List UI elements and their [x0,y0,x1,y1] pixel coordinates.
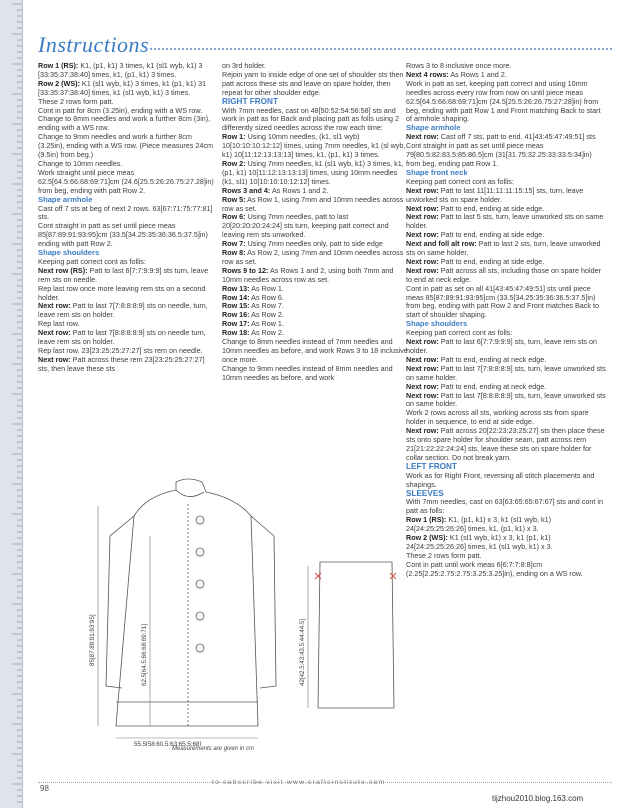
button [196,612,204,620]
button [196,516,204,524]
body-text: Change to 10mm needles. [38,158,123,168]
instruction-row: Row 2: Using 7mm needles, k1 (sl1 wyb, k1) 3 times, k1, (p1, k1) 10[11:12:13:13:13] times, using 10mm needles (k1, sl1) 10[10:10:10:12:12] times. [222,158,404,186]
side-ruler [0,0,23,808]
instruction-row: Row 14: As Row 6. [222,292,284,302]
instruction-row: Next row: Patt to end, ending at neck edge. [406,381,547,391]
instruction-row: Row 18: As Row 2. [222,328,284,338]
instruction-row: Row 2 (WS): K1 (sl1 wyb, k1) x 3, k1 (p1, k1) 24[24:25:25:26:26] times, k1 (sl1 wyb, k1) x 3. [406,533,553,551]
instruction-row: Next row: Patt to last 7[8:8:8:8:9] sts, turn, leave unworked sts on same holder. [406,390,606,409]
section-heading-armhole: Shape armhole [38,194,93,204]
body-text: Change to 9mm needles instead of 8mm needles and 10mm needles as before, and work [222,363,393,382]
instruction-row: Next row: Patt to end, ending at side edge. [406,256,545,266]
body-text: Work 2 rows across all sts, working across sts from spare holder in sequence, to end at side edge. [406,408,589,427]
instruction-row: Next and foll alt row: Patt to last 2 sts, turn, leave unworked sts on same holder. [406,239,601,258]
body-text: Change to 8mm needles and work a further 8cm (3in), ending with a WS row. [38,114,211,133]
instruction-row: Next row: Patt to end, ending at neck edge. [406,354,547,364]
section-heading-front-neck: Shape front neck [406,167,468,177]
section-heading-shoulders: Shape shoulders [406,319,468,329]
armhole-label: 62.5[64.5:66:68:69:71] [141,624,148,686]
instruction-row: Row 6: Using 7mm needles, patt to last 20[20:20:20:24:24] sts turn, keeping patt correct and leaving rem sts unworked. [222,212,389,240]
section-heading-left-front: LEFT FRONT [406,461,457,471]
body-text: Cont in patt as set on all 41[43:45:47:49:51] sts until piece meas 85[87:89:91:93:95]cm (33.5[34.25:35:36:36.5:37.5]in) from beg, ending with patt Row 2 and Front matches Back to start of shoulder shaping. [406,283,599,320]
body-text: on 3rd holder. [222,61,266,70]
instruction-row: Next row: Patt across 20[22:23:23:25:27] sts then place these sts onto spare holder for shoulder seam, patt across rem 21[21:22:22:24:24] sts, leave these sts on spare holder for collar section. Do not break yarn. [406,426,605,462]
section-heading-right-front: RIGHT FRONT [222,96,278,106]
instruction-row: Next row: Cast off 7 sts, patt to end. 41[43:45:47:49:51] sts [406,132,596,142]
heading-divider [146,48,612,50]
garment-schematic [76,476,406,746]
body-text: Change to 9mm needles and work a further 8cm (3.25in), ending with a WS row. (Piece measures 24cm (9.5in) from beg.) [38,132,213,160]
instruction-row: Next row: Patt to last 11[11:11:11:15:15] sts, turn, leave unworked sts on spare holder. [406,185,584,204]
column-3 [406,62,606,579]
sleeve-label: 42[42.5:43:43.5:44:44.5] [299,618,306,686]
section-heading-sleeves: SLEEVES [406,488,444,498]
instruction-row: Rows 9 to 12: As Rows 1 and 2, using both 7mm and 10mm needles across row as set. [222,265,394,284]
instruction-row: Next row: Patt to last 7[8:8:8:8:9] sts on needle turn, leave rem sts on holder. [38,328,206,347]
body-text: Rejoin yarn to inside edge of one set of shoulder sts then patt across these sts and leave on spare holder, then repeat for other shoulder edge. [222,69,404,97]
page-heading: Instructions [38,32,150,57]
instruction-row: Next row: Patt across all sts, including those on spare holder to end at neck edge. [406,265,601,284]
body-text: Cont straight in patt as set until piece meas 85[87:89:91:93:95]cm (33.5[34.25:35:36:36.5:37.5]in) ending with patt Row 2. [38,221,208,249]
section-heading-armhole: Shape armhole [406,123,461,133]
subscribe-link[interactable]: to subscribe visit www.craftsinstitute.com [212,779,386,786]
body-text: Keeping patt correct cont as folls: [406,328,513,338]
body-text: Rows 3 to 8 inclusive once more. [406,61,512,70]
body-text: With 7mm needles, cast on 48[50:52:54:56:58] sts and work in patt as for Back and placing patt as folls using 2 differently sized needles across the row each time: [222,105,399,133]
instruction-row: Row 16: As Row 2. [222,310,284,320]
instruction-row: Next row: Patt to last 7[7:8:8:8:9] sts, turn, leave unworked sts on same holder. [406,363,606,382]
ruler-ticks [0,0,22,808]
instruction-row: Row 15: As Row 7. [222,301,284,311]
instruction-row: Rows 3 and 4: As Rows 1 and 2. [222,185,329,195]
left-sleeve [106,516,134,688]
body-text: Change to 8mm needles instead of 7mm needles and 10mm needles as before, and work Rows 3 to 18 inclusive once more. [222,337,408,364]
body-text: Work as for Right Front, reversing all stitch placements and shapings. [406,470,595,489]
body-text: With 7mm needles, cast on 63[63:65:65:67:67] sts and cont in patt as folls: [406,497,603,516]
body-text: These 2 rows form patt. [406,550,482,560]
height-label: 85[87:89:91:93:95] [89,614,96,666]
instruction-row: Next row: Patt to last 6[7:7:9:9:9] sts, turn, leave rem sts on holder. [406,337,597,355]
instruction-row: Row 1 (RS): K1, (p1, k1) x 3, k1 (sl1 wyb, k1) 24[24:25:25:26:26] times, k1, (p1, k1) x 3. [406,515,551,534]
watermark-text: tijzhou2010.blog.163.com [492,794,584,803]
body-text: Keeping patt correct cont as follis: [406,176,514,186]
instruction-row: Next row: Patt across these rem 23[23:25:25:27:27] sts, then leave these sts [38,354,205,373]
instruction-row: Next row: Patt to last 5 sts, turn, leave unworked sts on same holder. [406,212,604,231]
row2-text: Row 2 (WS): K1 (sl1 wyb, k1) 3 times, k1 (p1, k1) 31 [33:35:37:38:40] times, k1 (sl1 wyb, k1) 3 times. [38,78,207,97]
body-text: Rep last row once more leaving rem sts on a second holder. [38,283,206,302]
body-text: Rep last row. [38,319,80,329]
collar-outline [176,490,204,497]
instruction-row: Row 13: As Row 1. [222,283,284,293]
instruction-row: Next row: Patt to last 7[7:8:8:8:9] sts on needle, turn, leave rem sts on holder. [38,301,208,320]
instruction-row: Row 1: Using 10mm needles, (k1, sl1 wyb) 10[10:10:10:12:12] times, using 7mm needles, k1 (sl wyb, k1) 10[11:12:13:13:13] times, k1, (p1, k1) 3 times. [222,132,406,160]
pattern-page [22,0,620,808]
body-text: These 2 rows form patt. [38,96,114,106]
instruction-row: Next row: Patt to end, ending at side edge. [406,230,545,240]
body-text: Work straight until piece meas 62.5[64.5:66:68:69:71]cm (24.6[25.5:26:26.75:27.28]in) from beg, ending with patt Row 2. [38,167,214,195]
instruction-row: Row 8: As Row 2, using 7mm and 10mm needles across row as set. [222,248,404,266]
button [196,580,204,588]
instruction-row: Next row (RS): Patt to last 6[7:7:9:9:9] sts turn, leave rem sts on needle. [38,265,209,284]
body-text: Work in patt as set, keeping patt correct and using 10mm needles across every row from now on until piece meas 62.5[64.5:66:68:69:71]cm (24.5[25.5:26:26.75:27:28]in) from beg, ending with patt Row 1 and Front matching Back to start of armhole shaping. [406,78,601,124]
instruction-row: Row 5: As Row 1, using 7mm and 10mm needles across row as set. [222,194,404,213]
coat-outline [116,479,258,726]
instruction-row: Next 4 rows: As Rows 1 and 2. [406,69,507,79]
body-text: Rep last row. 23[23:25:25:27:27] sts rem on needle. [38,346,203,355]
section-heading-shoulders: Shape shoulders [38,248,100,258]
body-text: Cont in patt for 8cm (3.25in), ending with a WS row. [38,105,203,115]
body-text: Keeping patt correct cont as follis: [38,256,146,266]
right-sleeve [251,516,276,688]
instruction-row: Row 7: Using 7mm needles only, patt to side edge [222,239,383,249]
row1-text: Row 1 (RS): K1, (p1, k1) 3 times, k1 (sl1 wyb, k1) 3 [33:35:37:38:40] times, k1, (p1, k1) 3 times. [38,61,203,79]
button [196,548,204,556]
measurement-note: Measurements are given in cm [172,746,255,752]
instruction-row: Row 17: As Row 1. [222,319,284,329]
instruction-row: Next row: Patt to end, ending at side edge. [406,203,545,213]
body-text: Cont straight in patt as set until piece meas 79[80.5:82:83.5:85:86.5]cm (31[31.75:32.25:33:33.5:34]in) from beg, ending patt Row 1. [406,141,592,168]
body-text: Cast off 7 sts at beg of next 2 rows. 63[67:71:75:77:81] sts. [38,203,213,222]
column-1 [38,62,216,374]
body-text: Cont in patt until work meas 6[6:7:7:8:8]cm (2.25[2.25:2.75:2.75:3.25:3.25]in), ending on a WS row. [406,559,583,578]
width-label: 55.5[58:60.5:63:65.5:68] [134,741,202,746]
page-number: 98 [40,784,49,793]
sleeve-piece-outline [318,562,394,708]
button [196,644,204,652]
column-2 [222,62,408,383]
